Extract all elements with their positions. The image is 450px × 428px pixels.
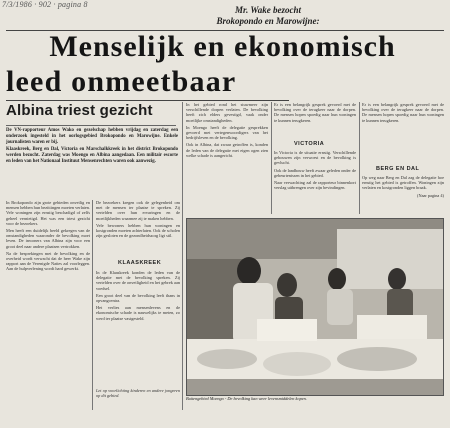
article-column-2 [96, 200, 180, 240]
article-column-5 [362, 102, 444, 125]
victoria-text [274, 150, 356, 192]
headline-line-2: leed onmeetbaar [6, 65, 237, 98]
body-paragraph: In Brokopondo zijn grote gebieden onveilig en mensen hebben hun bezittingen moeten verlaten. Vele woningen zijn ernstig beschadigd of zelfs geheel vernietigd. Het was een triest gezicht voor de bezoekers. [6, 200, 90, 226]
body-paragraph: Een groot deel van de bevolking leeft thans in opvangcentra. [96, 292, 180, 304]
column-divider [271, 102, 272, 214]
section-heading-berg-en-dal: BERG EN DAL [376, 166, 420, 172]
body-paragraph: Ook in Albina, dat zwaar getroffen is, konden de leden van de delegatie met eigen ogen zien welke schade is aangericht. [186, 142, 268, 158]
body-paragraph: Men heeft een duidelijk beeld gekregen van de omstandigheden waaronder de bevolking moet leven. De inwoners van Albina zijn voor een groot deel naar andere plaatsen vertrokken. [6, 228, 90, 249]
klaaskreek-text [96, 270, 180, 323]
column-divider [182, 102, 183, 410]
headline-line-1: Menselijk en ekonomisch [49, 30, 396, 63]
market-photo [186, 218, 444, 396]
body-paragraph: Op weg naar Berg en Dal zag de delegatie hoe ernstig het gebied is getroffen. Woningen zijn verlaten en kostgronden liggen braak. [362, 175, 444, 191]
section-heading-klaaskreek: KLAASKREEK [118, 260, 162, 266]
rule-below-subheadline [6, 125, 176, 126]
kicker-line-2: Brokopondo en Marowijne: [216, 16, 320, 26]
article-column-4 [274, 102, 356, 125]
article-column-1 [6, 200, 90, 274]
photo-caption: Buitengebied Moengo - De bevolking kan weer levensmiddelen kopen. [186, 396, 307, 401]
section-heading-victoria: VICTORIA [294, 141, 325, 147]
kicker [118, 5, 418, 26]
intro-paragraph: De VN-rapporteur Amos Wako en gezelschap hebben vrijdag en zaterdag een onderzoek ingesteld in het oorlogsgebied Brokopondo en Marowijne. Enkele journalisten waren er bij. [6, 128, 178, 145]
kicker-line-1: Mr. Wake bezocht [235, 5, 301, 15]
column-divider [359, 102, 360, 214]
body-paragraph: In de Klaaskreek konden de leden van de delegatie met de bevolking spreken. Zij vertelden over de onveiligheid en het gebrek aan voedsel. [96, 270, 180, 291]
body-paragraph: De bezoekers kregen ook de gelegenheid om met de mensen ter plaatse te spreken. Zij vertelden over hun ervaringen en de moeilijkheden waarmee zij te maken hebben. [96, 200, 180, 221]
subheadline: Albina triest gezicht [6, 102, 153, 119]
body-paragraph: In Moengo heeft de delegatie gesprekken gevoerd met vertegenwoordigers van het bedrijfsleven en de bevolking. [186, 124, 268, 141]
photo-illustration [187, 219, 443, 395]
column-divider [92, 200, 93, 410]
bottom-note: Let op voorlichting kinderen en andere jongeren op dit gebied. [96, 388, 180, 399]
berg-en-dal-text [362, 175, 444, 200]
body-paragraph: Er is een belangrijk gesprek gevoerd met de bevolking over de terugkeer naar de dorpen. De mensen hopen spoedig naar hun woningen te kunnen terugkeren. [362, 102, 444, 123]
handwritten-note: 7/3/1986 · 902 · pagina 8 [2, 0, 88, 9]
body-paragraph: In Victoria is de situatie ernstig. Verschillende gebouwen zijn verwoest en de bevolking is gevlucht. [274, 150, 356, 166]
article-column-3 [186, 102, 268, 160]
body-paragraph: Er is een belangrijk gesprek gevoerd met de bevolking over de terugkeer naar de dorpen. De mensen hopen spoedig naar hun woningen te kunnen terugkeren. [274, 102, 356, 123]
intro-paragraph: Klaaskreek, Berg en Dal, Victoria en Marschalkkreek in het district Brokopondo werden bezocht. Zaterdag was Moengo en Albina aangedaan. Een militair escorte en leden van het Nationaal Instituut Mensenrechten waren ook aanwezig. [6, 147, 178, 164]
body-paragraph: Ook de landbouw heeft zwaar geleden onder de gebeurtenissen in het gebied. [274, 167, 356, 178]
continued-note: (Naar pagina 4) [417, 192, 444, 198]
body-paragraph: In het gebied rond het stuwmeer zijn verschillende dorpen verlaten. De bevolking heeft zich elders gevestigd, vaak onder moeilijke omstandigheden. [186, 102, 268, 123]
intro-paragraphs [6, 128, 178, 167]
rule-below-headline [6, 100, 289, 101]
body-paragraph: Na de besprekingen met de bevolking en de overheid wordt verwacht dat de heer Wake zijn rapport aan de Verenigde Naties zal voorleggen. Aan de hulpverlening wordt hard gewerkt. [6, 250, 90, 272]
body-paragraph: Vele bewoners hebben hun woningen en kostgronden moeten achterlaten. Ook de scholen zijn gesloten en de gezondheidszorg ligt stil. [96, 222, 180, 239]
body-paragraph: Het verlies aan mensenlevens en de ekonomische schade is nauwelijks te meten, zo werd ter plaatse vastgesteld. [96, 305, 180, 321]
body-paragraph: Naar verwachting zal de rapporteur binnenkort verslag uitbrengen over zijn bevindingen. [274, 180, 356, 191]
